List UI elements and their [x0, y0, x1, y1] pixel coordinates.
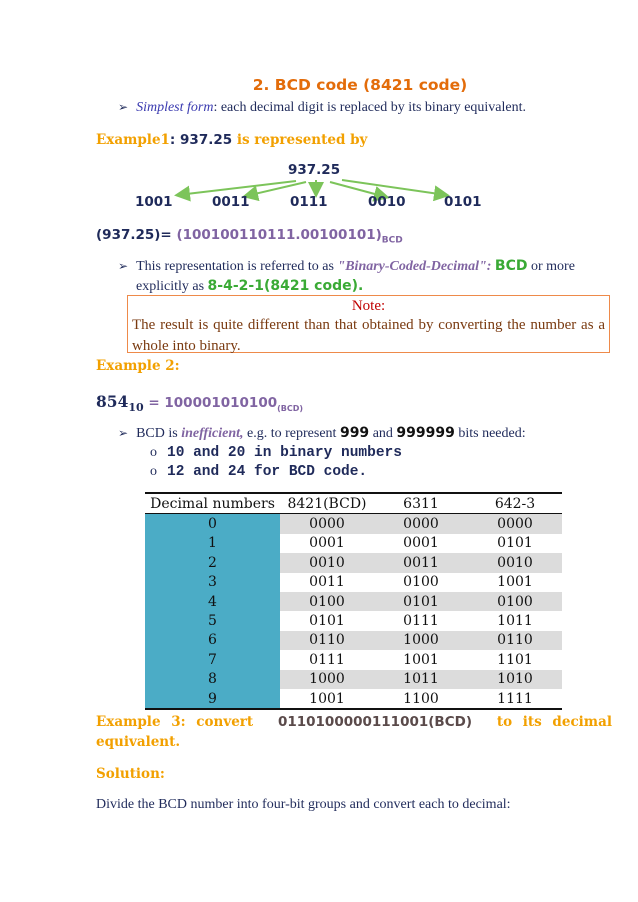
table-row — [145, 670, 562, 689]
bullet3-text-c: and — [369, 426, 397, 441]
bullet2-text-a: This representation is referred to as — [136, 259, 338, 274]
table-row — [145, 592, 562, 611]
table-cell: 0 — [145, 514, 280, 534]
table-cell: 0001 — [309, 535, 345, 552]
table-cell: 5 — [145, 611, 280, 630]
note-text: The result is quite different than that obtained by converting the number as a whole into binary. — [132, 317, 605, 354]
table-cell: 0000 — [468, 514, 562, 534]
header-8421: 8421(BCD) — [280, 493, 374, 514]
number-999999: 999999 — [396, 425, 455, 441]
example3-line2: equivalent. — [96, 734, 181, 750]
table-header-row — [145, 493, 562, 514]
table-cell: 6 — [145, 631, 280, 650]
table-row — [145, 553, 562, 572]
table-cell: 1011 — [497, 613, 533, 630]
table-row — [145, 514, 562, 534]
section-heading: 2. BCD code (8421 code) — [252, 76, 468, 94]
arrow-to-0101 — [342, 180, 446, 195]
subitem-2 — [150, 462, 367, 480]
table-cell: 9 — [145, 689, 280, 709]
table-cell: 1100 — [374, 689, 468, 709]
table-cell: 0100 — [403, 574, 439, 591]
bullet2-text-b: or more — [527, 259, 575, 274]
table-row — [145, 631, 562, 650]
solution-label: Solution: — [96, 766, 165, 782]
example1-rest: is represented by — [232, 132, 368, 148]
subitem-1-text: 10 and 20 in binary numbers — [167, 445, 402, 461]
table-cell: 0011 — [309, 574, 345, 591]
table-cell: 0100 — [468, 592, 562, 611]
header-decimal-numbers: Decimal numbers — [145, 493, 280, 514]
header-6311: 6311 — [374, 493, 468, 514]
header-642-3: 642-3 — [468, 493, 562, 514]
table-cell: 1111 — [468, 689, 562, 709]
table-cell: 0101 — [374, 592, 468, 611]
subitem-1 — [150, 443, 402, 461]
bullet-bcd-definition-line2 — [136, 278, 363, 295]
bullet3-text-b: e.g. to represent — [243, 426, 340, 441]
8421-code-term: 8-4-2-1(8421 code). — [207, 278, 364, 294]
table-cell: 4 — [145, 592, 280, 611]
arrow-bullet-icon: ➢ — [118, 100, 129, 114]
bullet3-text-a: BCD is — [136, 426, 182, 441]
diagram-top-number: 937.25 — [288, 162, 341, 178]
example3-line — [96, 714, 612, 730]
table-cell: 1011 — [374, 670, 468, 689]
bullet2-text-c: explicitly as — [136, 279, 208, 294]
example3-rest: to its decimal — [496, 714, 612, 730]
table-cell: 0111 — [403, 613, 439, 630]
inefficient-term: inefficient, — [181, 426, 244, 441]
table-cell: 0101 — [497, 535, 533, 552]
table-cell: 3 — [145, 573, 280, 592]
bullet-bcd-definition — [118, 258, 575, 275]
table-cell: 0011 — [374, 553, 468, 572]
bcd-codes-table — [145, 492, 562, 710]
example3-value: 0110100000111001(BCD) — [277, 714, 472, 730]
example2-subscript: 10 — [128, 401, 144, 415]
table-cell: 1101 — [497, 651, 533, 668]
table-cell: 0100 — [280, 592, 374, 611]
bcd-quote: "Binary-Coded-Decimal": — [337, 259, 492, 274]
note-title: Note: — [351, 298, 386, 314]
table-cell: 2 — [145, 553, 280, 572]
table-cell: 0110 — [468, 631, 562, 650]
table-row — [145, 689, 562, 709]
bullet3-text-d: bits needed: — [454, 426, 526, 441]
table-row — [145, 611, 562, 630]
table-row — [145, 650, 562, 669]
diagram-group-3: 0111 — [290, 194, 328, 210]
arrow-bullet-icon: ➢ — [118, 426, 129, 440]
result1-subscript: BCD — [381, 235, 403, 246]
example2-number: 854 — [96, 392, 129, 411]
table-cell: 0010 — [468, 553, 562, 572]
result1-line — [96, 227, 403, 246]
table-cell: 7 — [145, 650, 280, 669]
table-cell: 1001 — [280, 689, 374, 709]
table-row — [145, 534, 562, 553]
example1-label: Example1 — [96, 132, 170, 148]
table-cell: 0111 — [309, 651, 345, 668]
example3-label: Example 3: convert — [96, 714, 254, 730]
bcd-term: BCD — [494, 258, 528, 274]
table-cell: 0001 — [403, 535, 439, 552]
diagram-group-5: 0101 — [444, 194, 482, 210]
example2-value: 100001010100 — [164, 395, 278, 411]
result1-value: (100100110111.00100101) — [176, 227, 382, 243]
number-999: 999 — [339, 425, 370, 441]
table-cell: 1001 — [497, 574, 533, 591]
example2-line — [96, 392, 303, 414]
table-cell: 1 — [145, 534, 280, 553]
example2-equals: = — [143, 395, 165, 411]
result1-lhs: (937.25)= — [96, 227, 177, 243]
circle-bullet-icon: o — [150, 464, 157, 479]
table-cell: 0010 — [280, 553, 374, 572]
example1-number: 937.25 — [180, 132, 233, 148]
divide-instruction: Divide the BCD number into four-bit groups and convert each to decimal: — [96, 797, 511, 812]
diagram-group-1: 1001 — [135, 194, 173, 210]
example2-label: Example 2: — [96, 358, 180, 374]
table-cell: 1001 — [403, 651, 439, 668]
bullet1-text: : each decimal digit is replaced by its binary equivalent. — [213, 100, 527, 115]
table-cell: 0000 — [280, 514, 374, 534]
subitem-2-text: 12 and 24 for BCD code. — [167, 464, 368, 480]
bullet-bcd-inefficient — [118, 425, 526, 442]
circle-bullet-icon: o — [150, 445, 157, 460]
table-cell: 8 — [145, 670, 280, 689]
table-cell: 1010 — [468, 670, 562, 689]
table-row — [145, 573, 562, 592]
example2-bcd-subscript: (BCD) — [277, 404, 304, 414]
table-cell: 0101 — [309, 613, 345, 630]
diagram-group-2: 0011 — [212, 194, 250, 210]
arrow-bullet-icon: ➢ — [118, 259, 129, 273]
table-cell: 0110 — [280, 631, 374, 650]
note-box — [127, 295, 610, 353]
table-cell: 1000 — [374, 631, 468, 650]
table-cell: 0000 — [374, 514, 468, 534]
table-cell: 1000 — [280, 670, 374, 689]
simplest-form-term: Simplest form — [136, 100, 214, 115]
example1-colon: : — [169, 132, 181, 148]
diagram-group-4: 0010 — [368, 194, 406, 210]
